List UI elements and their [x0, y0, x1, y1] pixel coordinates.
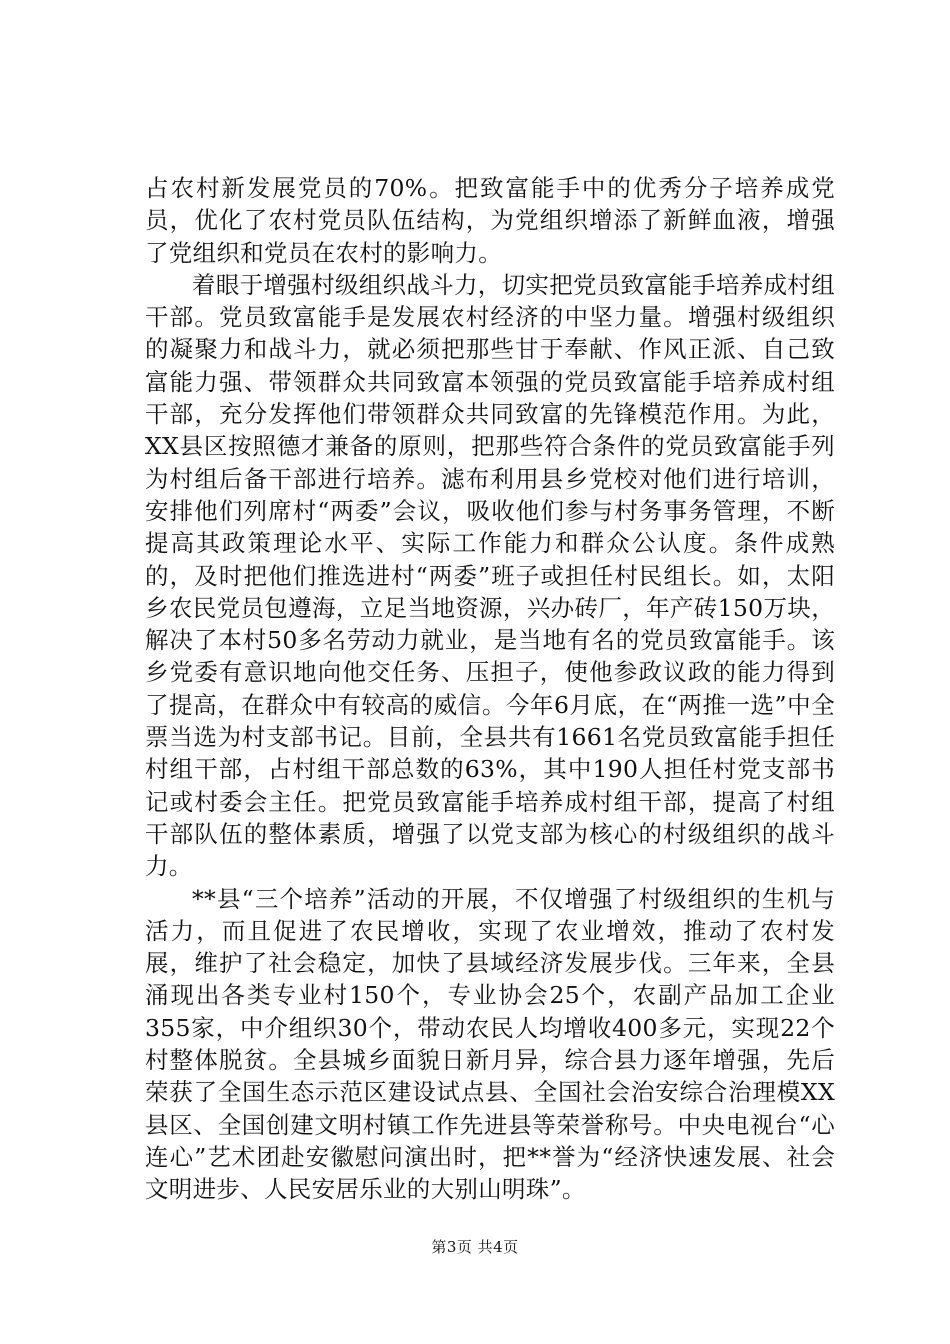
paragraph-results: **县“三个培养”活动的开展，不仅增强了村级组织的生机与活力，而且促进了农民增收，实现了农业增效，推动了农村发展，维护了社会稳定，加快了县域经济发展步伐。三年来，全县涌现出各类专业村150个，专业协会25个，农副产品加工企业355家，中介组织30个，带动农民人均增收400多元，实现22个村整体脱贫。全县城乡面貌日新月异，综合县力逐年增强，先后荣获了全国生态示范区建设试点县、全国社会治安综合治理模XX县区、全国创建文明村镇工作先进县等荣誉称号。中央电视台“心连心”艺术团赴安徽慰问演出时，把**誉为“经济快速发展、社会文明进步、人民安居乐业的大别山明珠”。 — [145, 884, 835, 1204]
paragraph-cadre-training: 着眼于增强村级组织战斗力，切实把党员致富能手培养成村组干部。党员致富能手是发展农村经济的中坚力量。增强村级组织的凝聚力和战斗力，就必须把那些甘于奉献、作风正派、自己致富能力强、带领群众共同致富本领强的党员致富能手培养成村组干部，充分发挥他们带领群众共同致富的先锋模范作用。为此，XX县区按照德才兼备的原则，把那些符合条件的党员致富能手列为村组后备干部进行培养。滤布利用县乡党校对他们进行培训，安排他们列席村“两委”会议，吸收他们参与村务事务管理，不断提高其政策理论水平、实际工作能力和群众公认度。条件成熟的，及时把他们推选进村“两委”班子或担任村民组长。如，太阳乡农民党员包遵海，立足当地资源，兴办砖厂，年产砖150万块，解决了本村50多名劳动力就业，是当地有名的党员致富能手。该乡党委有意识地向他交任务、压担子，使他参政议政的能力得到了提高，在群众中有较高的威信。今年6月底，在“两推一选”中全票当选为村支部书记。目前，全县共有1661名党员致富能手担任村组干部，占村组干部总数的63%，其中190人担任村党支部书记或村委会主任。把党员致富能手培养成村组干部，提高了村组干部队伍的整体素质，增强了以党支部为核心的村级组织的战斗力。 — [145, 270, 835, 881]
document-body — [145, 172, 835, 1206]
page-number-footer: 第3页 共4页 — [431, 1238, 519, 1256]
paragraph-continuation: 占农村新发展党员的70%。把致富能手中的优秀分子培养成党员，优化了农村党员队伍结构，为党组织增添了新鲜血液，增强了党组织和党员在农村的影响力。 — [145, 174, 835, 267]
